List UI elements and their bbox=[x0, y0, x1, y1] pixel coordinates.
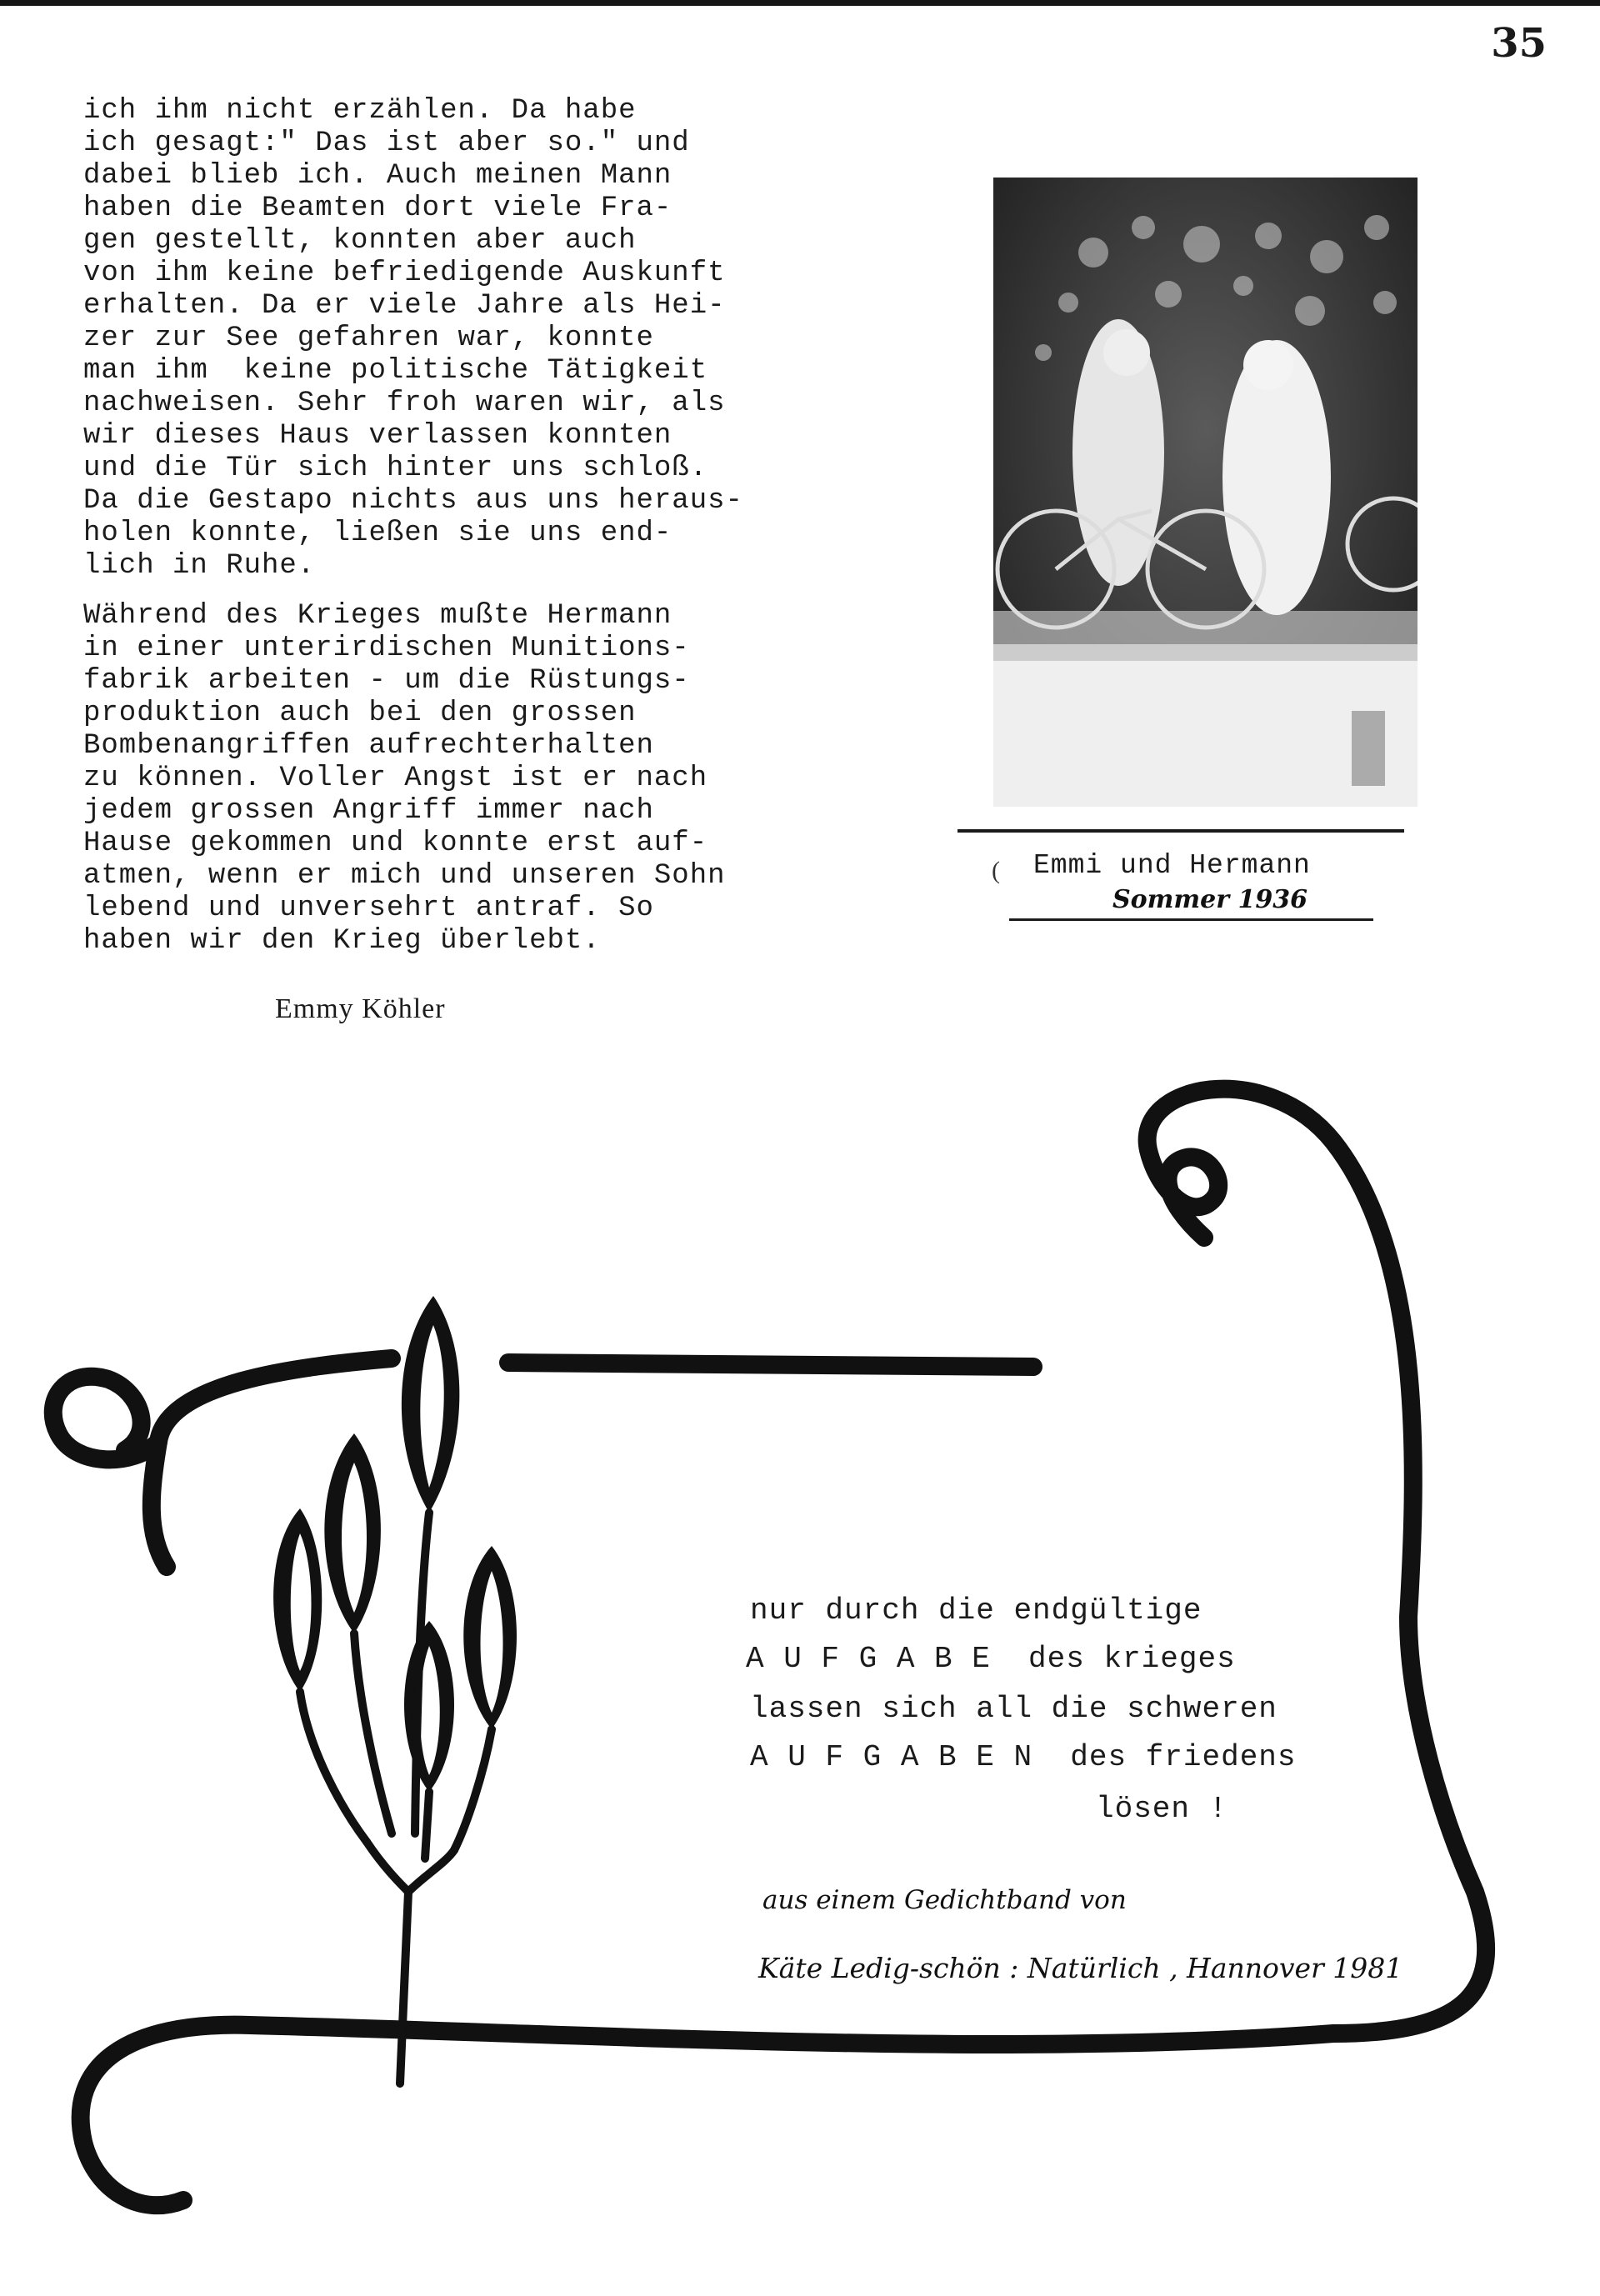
paragraph-1-line: wir dieses Haus verlassen konnten bbox=[83, 420, 672, 452]
paragraph-1-line: erhalten. Da er viele Jahre als Hei- bbox=[83, 290, 726, 322]
attribution-line-2: Käte Ledig-schön : Natürlich , Hannover 1981 bbox=[758, 1952, 1403, 1984]
article-paragraph-2 bbox=[83, 600, 726, 958]
paragraph-2-line: lebend und unversehrt antraf. So bbox=[83, 893, 654, 924]
article-paragraph-1 bbox=[83, 95, 743, 583]
leaf-stems bbox=[300, 1513, 492, 2083]
paragraph-1-line: und die Tür sich hinter uns schloß. bbox=[83, 453, 708, 484]
page-number: 35 bbox=[1491, 20, 1547, 67]
caption-rule-bottom bbox=[1009, 918, 1373, 921]
poem-line-1: nur durch die endgültige bbox=[750, 1593, 1202, 1628]
top-border-line bbox=[0, 0, 1600, 6]
paragraph-2-line: atmen, wenn er mich und unseren Sohn bbox=[83, 860, 726, 892]
paragraph-2-line: in einer unterirdischen Munitions- bbox=[83, 633, 690, 664]
paragraph-2-line: jedem grossen Angriff immer nach bbox=[83, 795, 654, 827]
paragraph-1-line: ich ihm nicht erzählen. Da habe bbox=[83, 95, 637, 127]
paragraph-2-line: produktion auch bei den grossen bbox=[83, 698, 637, 729]
poem-line-4: A U F G A B E N des friedens bbox=[750, 1740, 1297, 1774]
paragraph-2-line: Bombenangriffen aufrechterhalten bbox=[83, 730, 654, 762]
paragraph-1-line: lich in Ruhe. bbox=[83, 550, 316, 582]
attribution-line-1: aus einem Gedichtband von bbox=[762, 1885, 1127, 1915]
paragraph-1-line: nachweisen. Sehr froh waren wir, als bbox=[83, 388, 726, 419]
poem-line-5: lösen ! bbox=[1096, 1792, 1228, 1826]
paragraph-1-line: holen konnte, ließen sie uns end- bbox=[83, 518, 672, 549]
article-author: Emmy Köhler bbox=[275, 993, 446, 1024]
paragraph-1-line: man ihm keine politische Tätigkeit bbox=[83, 355, 708, 387]
paragraph-2-line: zu können. Voller Angst ist er nach bbox=[83, 763, 708, 794]
paragraph-1-line: Da die Gestapo nichts aus uns heraus- bbox=[83, 485, 743, 517]
poem-line-2: A U F G A B E des krieges bbox=[746, 1642, 1236, 1676]
paragraph-2-line: haben wir den Krieg überlebt. bbox=[83, 925, 601, 957]
photo-caption: Emmi und Hermann bbox=[1033, 850, 1311, 881]
paragraph-1-line: von ihm keine befriedigende Auskunft bbox=[83, 258, 726, 289]
leaf-highlights bbox=[291, 1325, 503, 1775]
couple-with-bicycles-photo bbox=[993, 178, 1418, 807]
paragraph-2-line: Während des Krieges mußte Hermann bbox=[83, 600, 672, 632]
paragraph-1-line: haben die Beamten dort viele Fra- bbox=[83, 193, 672, 224]
caption-prefix-mark: ( bbox=[992, 857, 1000, 884]
paragraph-1-line: gen gestellt, konnten aber auch bbox=[83, 225, 637, 257]
paragraph-1-line: dabei blieb ich. Auch meinen Mann bbox=[83, 160, 672, 192]
poem-line-3: lassen sich all die schweren bbox=[750, 1692, 1278, 1726]
paragraph-2-line: Hause gekommen und konnte erst auf- bbox=[83, 828, 708, 859]
paragraph-2-line: fabrik arbeiten - um die Rüstungs- bbox=[83, 665, 690, 697]
paragraph-1-line: ich gesagt:" Das ist aber so." und bbox=[83, 128, 690, 159]
photo-caption-handwritten: Sommer 1936 bbox=[1112, 885, 1308, 914]
caption-rule-top bbox=[958, 829, 1404, 833]
paragraph-1-line: zer zur See gefahren war, konnte bbox=[83, 323, 654, 354]
